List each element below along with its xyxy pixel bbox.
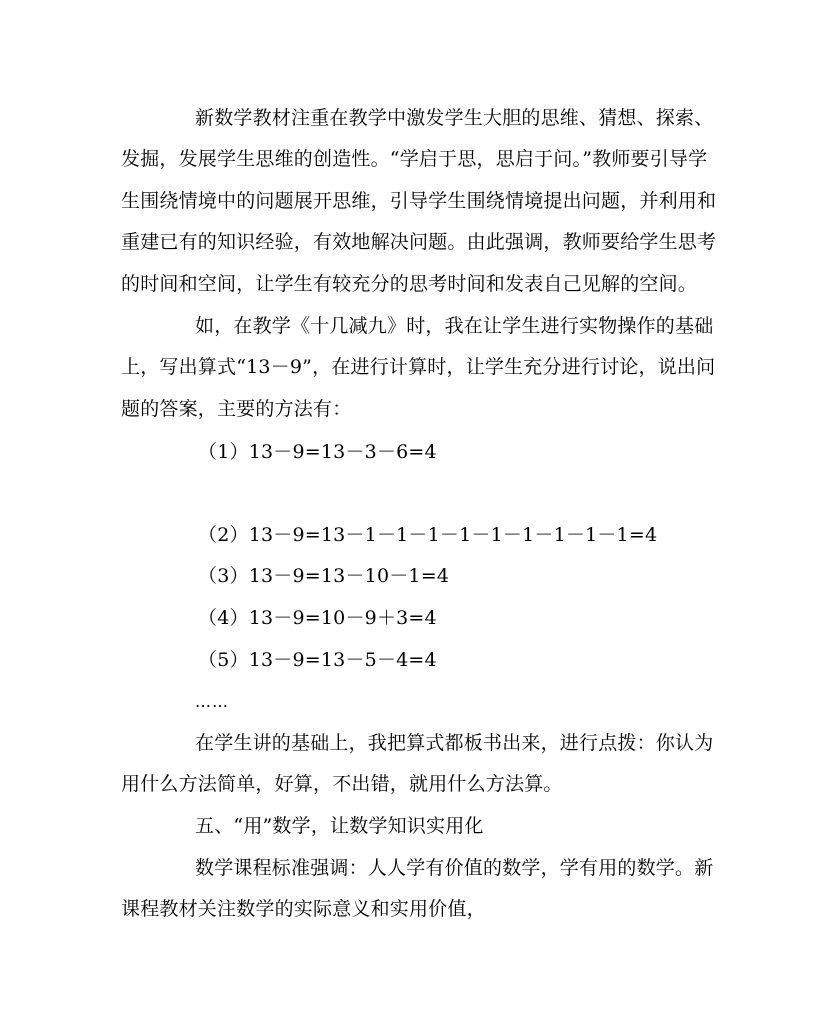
method-item-1: （1）13－9=13－3－6=4 [198,441,437,463]
paragraph-2-line-2: 上，写出算式“13－9”，在进行计算时，让学生充分进行讨论，说出问 [121,356,716,378]
paragraph-1-line-5: 的时间和空间，让学生有较充分的思考时间和发表自己见解的空间。 [121,273,698,295]
paragraph-2-line-3: 题的答案，主要的方法有： [121,398,352,420]
method-item-5: （5）13－9=13－5－4=4 [198,649,437,671]
paragraph-1-line-1: 新数学教材注重在教学中激发学生大胆的思维、猜想、探索、 [195,107,714,129]
section-heading: 五、“用”数学，让数学知识实用化 [195,815,484,837]
method-item-3: （3）13－9=13－10－1=4 [198,565,450,587]
paragraph-4-line-2: 课程教材关注数学的实际意义和实用价值， [121,898,486,920]
paragraph-1-line-2: 发掘，发展学生思维的创造性。“学启于思，思启于问。”教师要引导学 [121,148,708,170]
paragraph-4-line-1: 数学课程标准强调：人人学有价值的数学，学有用的数学。新 [195,857,714,879]
paragraph-3-line-1: 在学生讲的基础上，我把算式都板书出来，进行点拨：你认为 [195,732,714,754]
ellipsis: …… [195,692,229,711]
paragraph-2-line-1: 如，在教学《十几减九》时，我在让学生进行实物操作的基础 [195,315,714,337]
paragraph-1-line-3: 生围绕情境中的问题展开思维，引导学生围绕情境提出问题，并利用和 [121,190,717,212]
method-item-2: （2）13－9=13－1－1－1－1－1－1－1－1－1=4 [198,524,658,546]
method-item-4: （4）13－9=10－9＋3=4 [198,607,437,629]
paragraph-1-line-4: 重建已有的知识经验，有效地解决问题。由此强调，教师要给学生思考 [121,231,717,253]
paragraph-3-line-2: 用什么方法简单，好算，不出错，就用什么方法算。 [121,773,563,795]
